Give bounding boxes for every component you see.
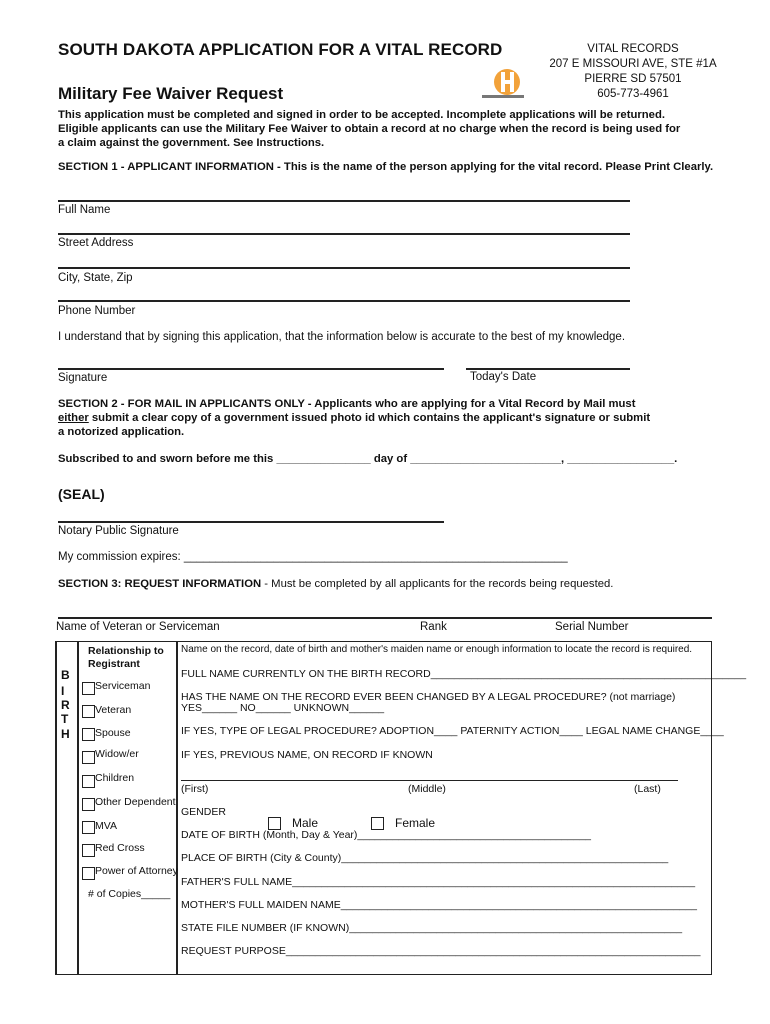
city-state-zip-label: City, State, Zip (58, 272, 133, 284)
commission-expires: My commission expires: ____________________________________________________________ (58, 551, 568, 563)
acknowledgement-text: I understand that by signing this application, that the information below is accurate to the best of my knowledge. (58, 331, 626, 343)
power-of-attorney-label: Power of Attorney (95, 865, 178, 877)
section-2-line-2-rest: submit a clear copy of a government issued photo id which contains the applicant's signature or submit (88, 412, 651, 424)
fathers-full-name[interactable]: FATHER'S FULL NAME_____________________________________________________________________ (181, 876, 696, 888)
first-name-label: (First) (181, 783, 209, 795)
signature-label: Signature (58, 372, 108, 384)
serviceman-checkbox[interactable] (82, 682, 95, 695)
power-of-attorney-checkbox[interactable] (82, 867, 95, 880)
birth-column-divider (77, 641, 79, 975)
widower-checkbox[interactable] (82, 751, 95, 764)
section-2-line-2 (58, 411, 650, 425)
male-label: Male (292, 816, 319, 830)
serial-number-label: Serial Number (555, 621, 629, 633)
middle-name-label: (Middle) (408, 783, 446, 795)
intro-line-1: This application must be completed and signed in order to be accepted. Incomplete applications will be returned. (58, 109, 665, 121)
request-purpose[interactable]: REQUEST PURPOSE_______________________________________________________________________ (181, 945, 701, 957)
office-street: 207 E MISSOURI AVE, STE #1A (549, 58, 717, 70)
section-2-line-1: SECTION 2 - FOR MAIL IN APPLICANTS ONLY - Applicants who are applying for a Vital Record by Mail must (58, 398, 636, 410)
request-note: Name on the record, date of birth and mother's maiden name or enough information to locate the record is required. (181, 644, 693, 655)
section-2-heading (58, 397, 650, 439)
birth-letter-b: B (61, 668, 70, 682)
relationship-heading (88, 645, 164, 671)
number-of-copies[interactable]: # of Copies_____ (88, 888, 171, 900)
relationship-heading-line-1: Relationship to (88, 645, 164, 657)
box-left-border (55, 641, 57, 975)
mothers-maiden-name[interactable]: MOTHER'S FULL MAIDEN NAME_____________________________________________________________ (181, 899, 697, 911)
section-3-title: SECTION 3: REQUEST INFORMATION (58, 578, 262, 590)
veteran-name-label: Name of Veteran or Serviceman (56, 621, 220, 633)
legal-procedure-type[interactable]: IF YES, TYPE OF LEGAL PROCEDURE? ADOPTION____ PATERNITY ACTION____ LEGAL NAME CHANGE____ (181, 725, 724, 737)
phone-number-line[interactable] (58, 300, 630, 302)
form-subtitle: Military Fee Waiver Request (58, 84, 284, 103)
notary-signature-label: Notary Public Signature (58, 525, 179, 537)
street-address-label: Street Address (58, 237, 134, 249)
birth-letter-r: R (61, 698, 70, 712)
full-name-label: Full Name (58, 204, 111, 216)
intro-line-3: a claim against the government. See Instructions. (58, 137, 325, 149)
state-file-number[interactable]: STATE FILE NUMBER (IF KNOWN)_________________________________________________________ (181, 922, 683, 934)
rank-label: Rank (420, 621, 447, 633)
todays-date-label: Today's Date (470, 371, 537, 383)
spouse-checkbox[interactable] (82, 728, 95, 741)
birth-letter-t: T (61, 712, 69, 726)
previous-name: IF YES, PREVIOUS NAME, ON RECORD IF KNOWN (181, 749, 433, 761)
date-of-birth[interactable]: DATE OF BIRTH (Month, Day & Year)________________________________________ (181, 829, 591, 841)
either-emphasis: either (58, 412, 89, 424)
female-label: Female (395, 816, 436, 830)
city-state-zip-line[interactable] (58, 267, 630, 269)
red-cross-checkbox[interactable] (82, 844, 95, 857)
gender-label: GENDER (181, 806, 226, 818)
veteran-label: Veteran (95, 704, 132, 716)
widower-label: Widow/er (95, 748, 139, 760)
intro-instructions (58, 108, 718, 150)
mva-label: MVA (95, 820, 117, 832)
children-checkbox[interactable] (82, 775, 95, 788)
place-of-birth[interactable]: PLACE OF BIRTH (City & County)________________________________________________________ (181, 852, 669, 864)
relationship-heading-line-2: Registrant (88, 658, 140, 670)
section-3-heading (58, 577, 613, 591)
birth-letter-i: I (61, 684, 65, 698)
section-1-heading: SECTION 1 - APPLICANT INFORMATION - This is the name of the person applying for the vital record. Please Print Clearly. (58, 161, 714, 173)
previous-name-line[interactable] (181, 780, 678, 781)
notary-signature-line[interactable] (58, 521, 444, 523)
veteran-name-line[interactable] (58, 617, 712, 619)
full-name-on-record[interactable]: FULL NAME CURRENTLY ON THE BIRTH RECORD______________________________________________________ (181, 668, 747, 680)
children-label: Children (95, 772, 135, 784)
section-2-line-3: a notorized application. (58, 426, 185, 438)
birth-letter-h: H (61, 727, 70, 741)
office-phone: 605-773-4961 (597, 88, 669, 100)
section-3-instruction: - Must be completed by all applicants for the records being requested. (261, 578, 614, 590)
mva-checkbox[interactable] (82, 821, 95, 834)
veteran-checkbox[interactable] (82, 705, 95, 718)
todays-date-line[interactable] (466, 368, 630, 370)
street-address-line[interactable] (58, 233, 630, 235)
other-dependent-label: Other Dependent (95, 796, 176, 808)
phone-number-label: Phone Number (58, 305, 136, 317)
signature-line[interactable] (58, 368, 444, 370)
office-city: PIERRE SD 57501 (584, 73, 682, 85)
red-cross-label: Red Cross (95, 842, 145, 854)
other-dependent-checkbox[interactable] (82, 798, 95, 811)
name-changed-question: HAS THE NAME ON THE RECORD EVER BEEN CHANGED BY A LEGAL PROCEDURE? (not marriage) (181, 691, 676, 703)
seal-label: (SEAL) (58, 486, 105, 502)
office-address (548, 42, 718, 102)
sworn-statement: Subscribed to and sworn before me this _______________ day of ________________________, _________________. (58, 453, 678, 465)
full-name-line[interactable] (58, 200, 630, 202)
last-name-label: (Last) (634, 783, 661, 795)
name-changed-options[interactable]: YES______ NO______ UNKNOWN______ (181, 702, 385, 714)
health-department-logo (482, 66, 524, 102)
office-name: VITAL RECORDS (587, 43, 679, 55)
spouse-label: Spouse (95, 727, 131, 739)
intro-line-2: Eligible applicants can use the Military Fee Waiver to obtain a record at no charge when the record is being used for (58, 123, 681, 135)
serviceman-label: Serviceman (95, 680, 151, 692)
form-title: SOUTH DAKOTA APPLICATION FOR A VITAL RECORD (58, 40, 503, 59)
relationship-column-divider (176, 641, 178, 975)
